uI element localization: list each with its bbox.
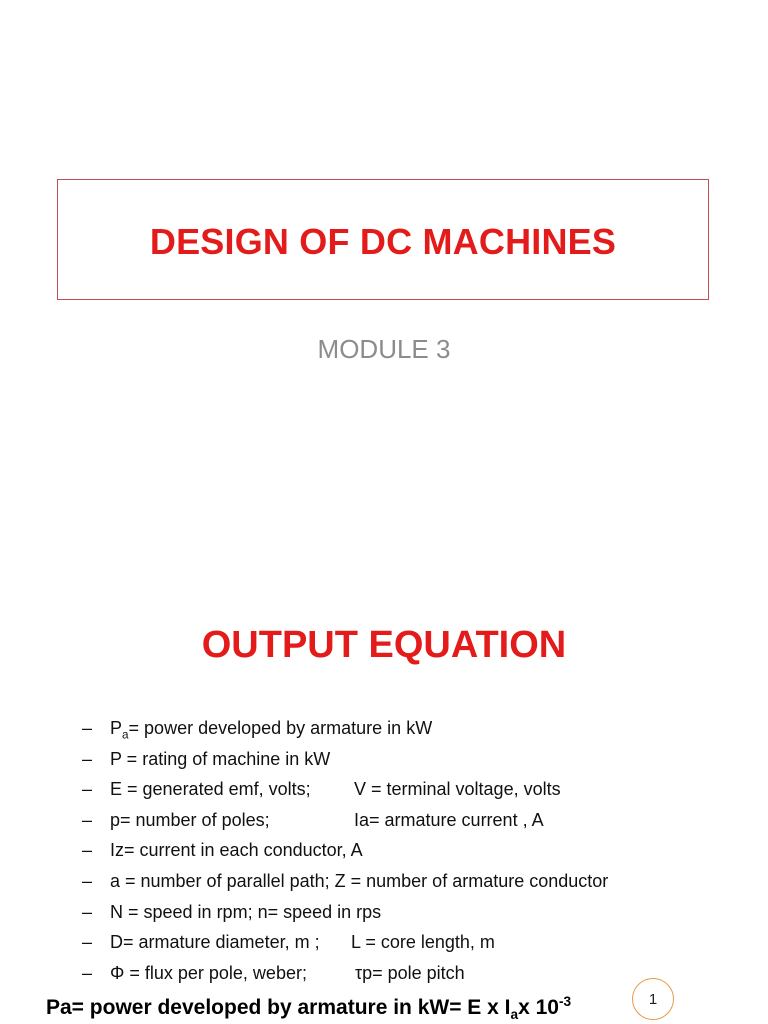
list-item <box>82 744 608 775</box>
page-number-badge: 1 <box>632 978 674 1020</box>
title-box <box>57 179 709 300</box>
bullet-dash: – <box>82 718 93 738</box>
list-item <box>82 805 608 836</box>
list-item <box>82 866 608 897</box>
item-text-col1: E = generated emf, volts; <box>110 779 311 800</box>
formula-line: Pa= power developed by armature in kW= E x $I_ax$ $10^{-3}$ <box>46 994 572 1023</box>
bullet-dash: – <box>82 748 93 769</box>
list-item <box>82 713 608 744</box>
item-text: $P_a=$ power developed by armature in kW <box>110 718 433 742</box>
list-item <box>82 927 608 958</box>
item-text-col1: p= number of poles; <box>110 809 270 830</box>
bullet-dash: – <box>82 932 93 953</box>
item-text-col2: τp= pole pitch <box>355 962 465 983</box>
bullet-dash: – <box>82 962 93 983</box>
bullet-dash: – <box>82 870 93 891</box>
item-text-col2: Ia= armature current , A <box>354 809 544 830</box>
section-heading: OUTPUT EQUATION <box>201 624 567 666</box>
item-text-col2: L = core length, m <box>351 932 495 953</box>
bullet-dash: – <box>82 809 93 830</box>
bullet-dash: – <box>82 901 93 922</box>
slide-title: DESIGN OF DC MACHINES <box>149 220 617 262</box>
bullet-dash: – <box>82 779 93 800</box>
list-item <box>82 958 608 989</box>
list-item <box>82 835 608 866</box>
item-text-col1: Φ = flux per pole, weber; <box>110 962 307 983</box>
item-text: a = number of parallel path; Z = number of armature conductor <box>110 870 609 891</box>
item-text-col2: V = terminal voltage, volts <box>354 779 561 800</box>
item-text: P = rating of machine in kW <box>110 748 331 769</box>
bullet-dash: – <box>82 840 93 861</box>
item-text-col1: D= armature diameter, m ; <box>110 932 320 953</box>
list-item <box>82 774 608 805</box>
slide-subtitle: MODULE 3 <box>317 334 451 364</box>
list-item <box>82 897 608 928</box>
item-text: Iz= current in each conductor, A <box>110 840 363 861</box>
definition-list <box>82 713 608 988</box>
item-text: N = speed in rpm; n= speed in rps <box>110 901 382 922</box>
